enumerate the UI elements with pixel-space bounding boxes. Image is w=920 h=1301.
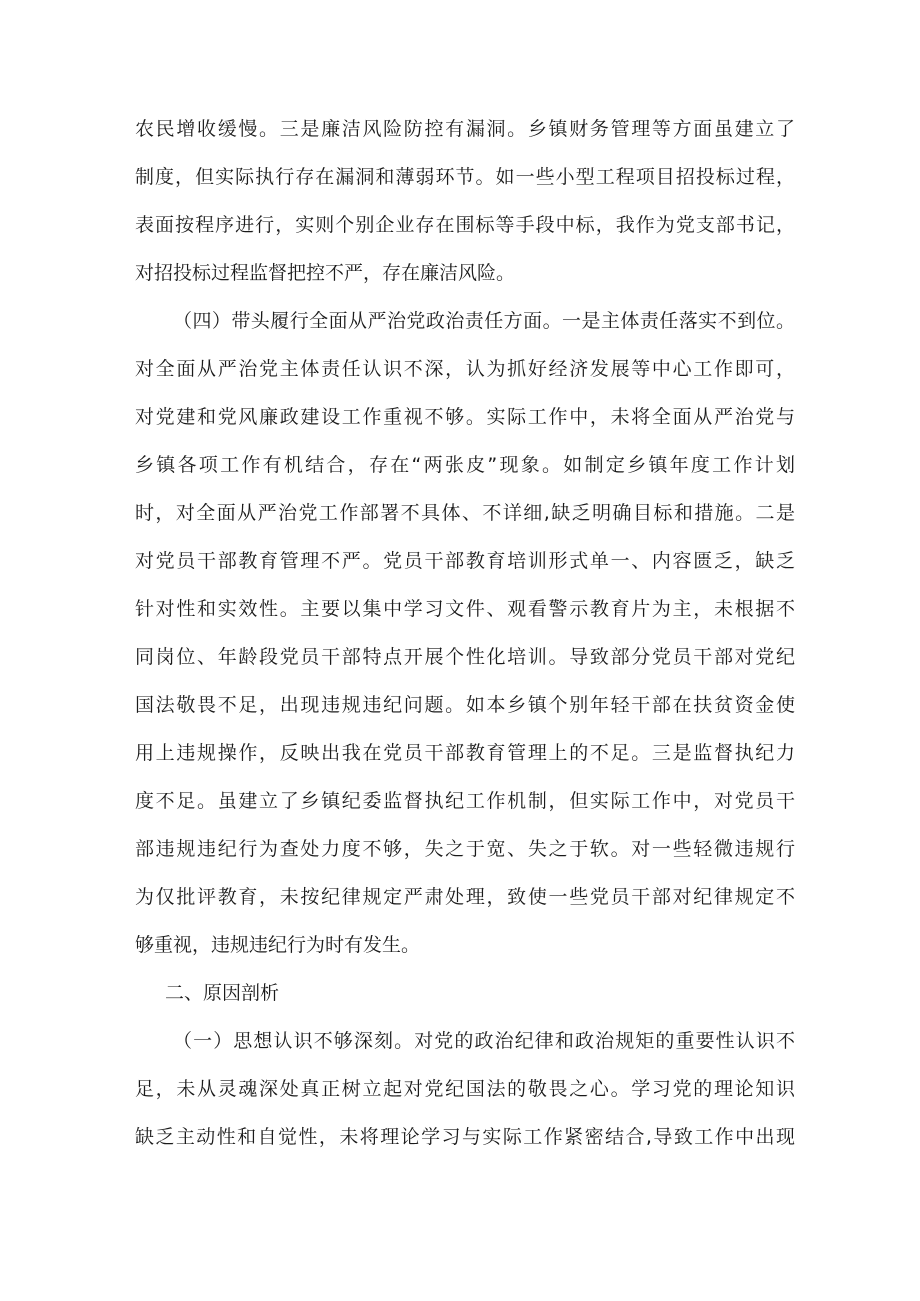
text-line: 对招投标过程监督把控不严，存在廉洁风险。	[135, 262, 516, 284]
text-line: 同岗位、年龄段党员干部特点开展个性化培训。导致部分党员干部对党纪	[135, 646, 795, 668]
text-line: 为仅批评教育，未按纪律规定严肃处理，致使一些党员干部对纪律规定不	[135, 886, 795, 908]
text-line: 国法敬畏不足，出现违规违纪问题。如本乡镇个别年轻干部在扶贫资金使	[135, 694, 795, 716]
text-line: 够重视，违规违纪行为时有发生。	[135, 934, 421, 956]
chapter-heading: 二、原因剖析	[165, 982, 280, 1004]
text-line: 乡镇各项工作有机结合，存在“两张皮”现象。如制定乡镇年度工作计划	[135, 454, 795, 476]
text-line: 缺乏主动性和自觉性，未将理论学习与实际工作紧密结合,导致工作中出现	[135, 1126, 795, 1148]
body-text	[135, 113, 795, 1169]
text-line: 对全面从严治党主体责任认识不深，认为抓好经济发展等中心工作即可，	[135, 358, 795, 380]
section-heading-line: （四）带头履行全面从严治党政治责任方面。一是主体责任落实不到位。	[173, 310, 795, 332]
text-line: 针对性和实效性。主要以集中学习文件、观看警示教育片为主，未根据不	[135, 598, 795, 620]
text-line: 对党员干部教育管理不严。党员干部教育培训形式单一、内容匮乏，缺乏	[135, 550, 795, 572]
text-line: 农民增收缓慢。三是廉洁风险防控有漏洞。乡镇财务管理等方面虽建立了	[135, 118, 795, 140]
section-heading-line: （一）思想认识不够深刻。对党的政治纪律和政治规矩的重要性认识不	[173, 1030, 795, 1052]
text-line: 对党建和党风廉政建设工作重视不够。实际工作中，未将全面从严治党与	[135, 406, 795, 428]
text-line: 部违规违纪行为查处力度不够，失之于宽、失之于软。对一些轻微违规行	[135, 838, 795, 860]
text-line: 度不足。虽建立了乡镇纪委监督执纪工作机制，但实际工作中，对党员干	[135, 790, 795, 812]
text-line: 时，对全面从严治党工作部署不具体、不详细,缺乏明确目标和措施。二是	[135, 502, 795, 524]
text-line: 用上违规操作，反映出我在党员干部教育管理上的不足。三是监督执纪力	[135, 742, 795, 764]
text-line: 制度，但实际执行存在漏洞和薄弱环节。如一些小型工程项目招投标过程，	[135, 166, 795, 188]
text-line: 表面按程序进行，实则个别企业存在围标等手段中标，我作为党支部书记，	[135, 214, 795, 236]
text-line: 足，未从灵魂深处真正树立起对党纪国法的敬畏之心。学习党的理论知识	[135, 1078, 795, 1100]
